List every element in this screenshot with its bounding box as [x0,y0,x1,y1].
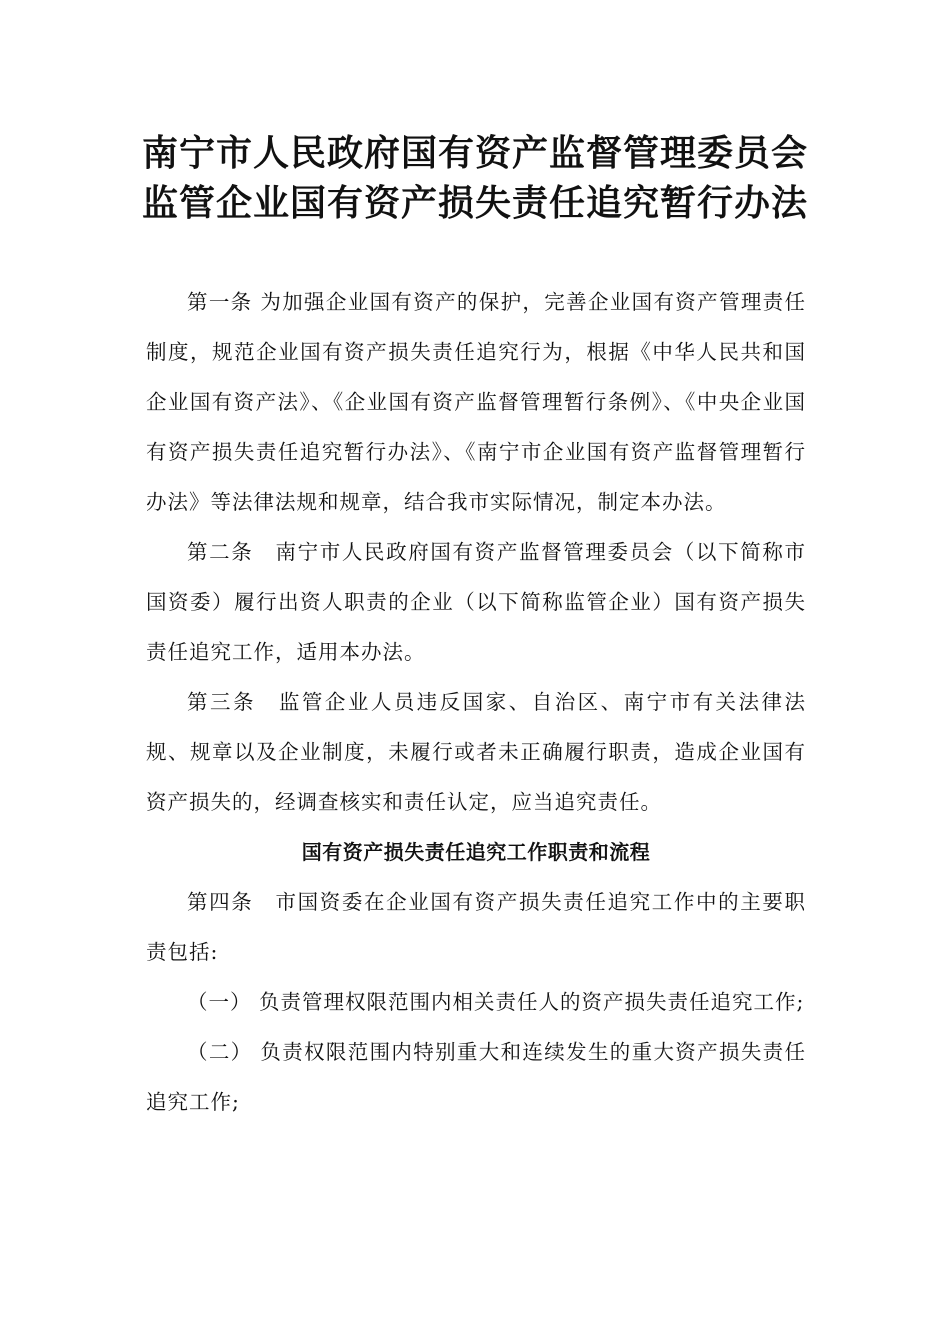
section-heading: 国有资产损失责任追究工作职责和流程 [301,840,651,864]
document-title-line-1: 南宁市人民政府国有资产监督管理委员会 [141,133,808,174]
document-body [146,277,806,1127]
article-2-paragraph: 第二条 南宁市人民政府国有资产监督管理委员会（以下简称市国资委）履行出资人职责的企业（以下简称监管企业）国有资产损失责任追究工作，适用本办法。 [146,540,806,664]
article-4-item-2: （二） 负责权限范围内特别重大和连续发生的重大资产损失责任追究工作; [146,1040,806,1114]
article-4-paragraph: 第四条 市国资委在企业国有资产损失责任追究工作中的主要职责包括: [146,890,806,964]
article-4-item-1: （一） 负责管理权限范围内相关责任人的资产损失责任追究工作; [187,990,805,1014]
article-1-paragraph: 第一条 为加强企业国有资产的保护，完善企业国有资产管理责任制度，规范企业国有资产损失责任追究行为，根据《中华人民共和国企业国有资产法》、《企业国有资产监督管理暂行条例》、《中央企业国有资产损失责任追究暂行办法》、《南宁市企业国有资产监督管理暂行办法》等法律法规和规章，结合我市实际情况，制定本办法。 [146,290,806,514]
article-3-paragraph: 第三条 监管企业人员违反国家、自治区、南宁市有关法律法规、规章以及企业制度，未履行或者未正确履行职责，造成企业国有资产损失的，经调查核实和责任认定，应当追究责任。 [146,690,806,814]
document-title-line-2: 监管企业国有资产损失责任追究暂行办法 [141,183,808,224]
